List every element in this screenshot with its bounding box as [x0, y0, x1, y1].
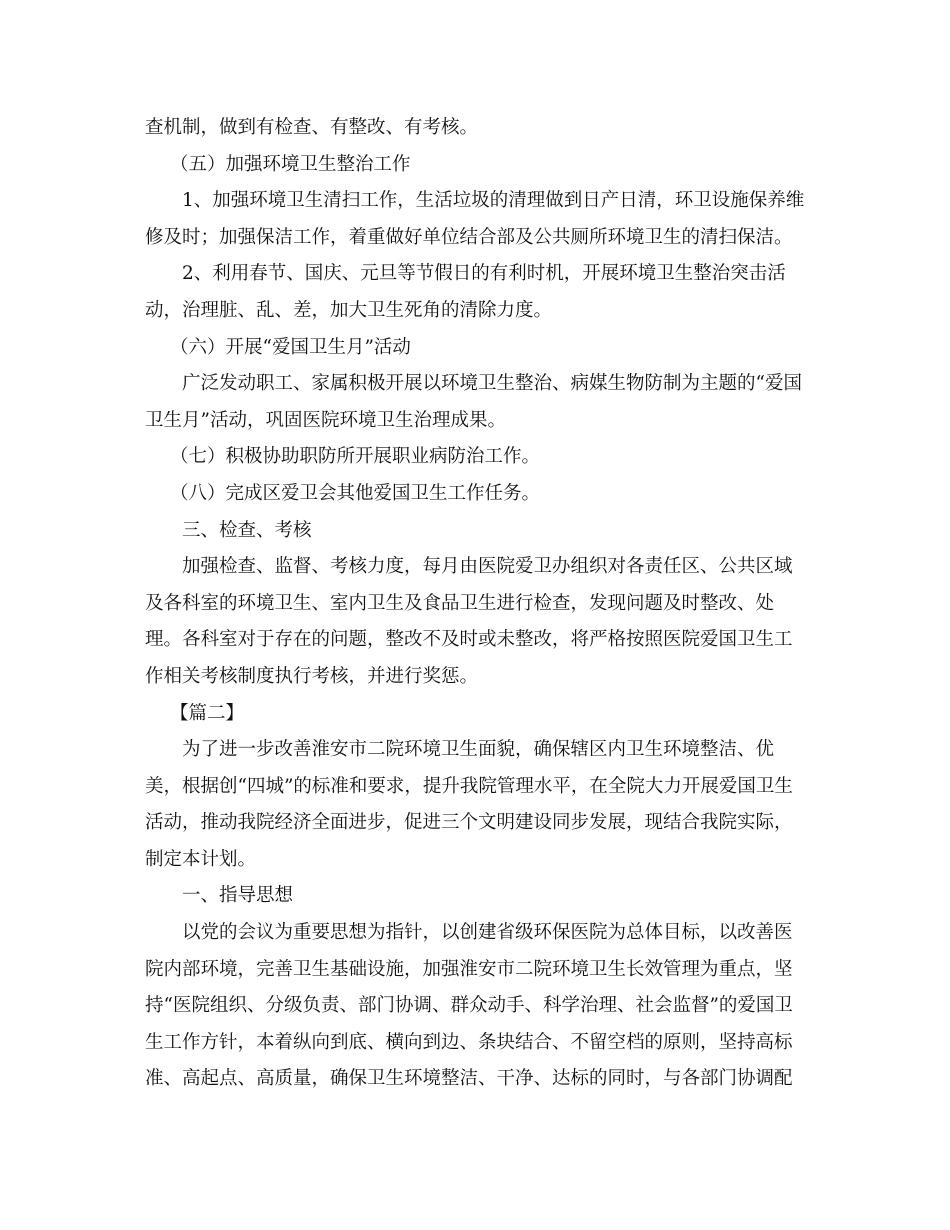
document-body — [145, 110, 815, 1098]
section-heading: 一、指导思想 — [182, 885, 294, 907]
part-heading: 【篇二】 — [170, 702, 245, 724]
text-line: 广泛发动职工、家属积极开展以环境卫生整治、病媒生物防制为主题的“爱国 — [182, 373, 802, 395]
text-line: 美，根据创“四城”的标准和要求，提升我院管理水平，在全院大力开展爱国卫生 — [145, 775, 793, 797]
section-heading: 三、检查、考核 — [182, 519, 312, 541]
text-line: 活动，推动我院经济全面进步，促进三个文明建设同步发展，现结合我院实际， — [145, 812, 793, 834]
text-line: 查机制，做到有检查、有整改、有考核。 — [145, 117, 479, 138]
text-line: 及各科室的环境卫生、室内卫生及食品卫生进行检查，发现问题及时整改、处 — [145, 592, 775, 614]
section-heading: （六）开展“爱国卫生月”活动 — [170, 336, 411, 358]
text-line: 以党的会议为重要思想为指针，以创建省级环保医院为总体目标，以改善医 — [182, 922, 793, 944]
text-line: 为了进一步改善淮安市二院环境卫生面貌，确保辖区内卫生环境整洁、优 — [182, 739, 775, 761]
section-heading: （五）加强环境卫生整治工作 — [170, 153, 411, 175]
text-line: 制定本计划。 — [145, 848, 257, 870]
text-line: 修及时；加强保洁工作，着重做好单位结合部及公共厕所环境卫生的清扫保洁。 — [145, 226, 793, 248]
text-line: 卫生月”活动，巩固医院环境卫生治理成果。 — [145, 409, 506, 431]
text-line: 准、高起点、高质量，确保卫生环境整洁、干净、达标的同时，与各部门协调配 — [145, 1068, 793, 1090]
text-line: 院内部环境，完善卫生基础设施，加强淮安市二院环境卫生长效管理为重点，坚 — [145, 958, 793, 980]
text-line: 作相关考核制度执行考核，并进行奖惩。 — [145, 665, 479, 687]
text-line: 生工作方针，本着纵向到底、横向到边、条块结合、不留空档的原则，坚持高标 — [145, 1031, 793, 1053]
text-line: 理。各科室对于存在的问题，整改不及时或未整改，将严格按照医院爱国卫生工 — [145, 629, 793, 651]
text-line: 2、利用春节、国庆、元旦等节假日的有利时机，开展环境卫生整治突击活 — [182, 263, 786, 285]
section-heading: （七）积极协助职防所开展职业病防治工作。 — [170, 446, 541, 468]
section-heading: （八）完成区爱卫会其他爱国卫生工作任务。 — [170, 482, 541, 504]
text-line: 加强检查、监督、考核力度，每月由医院爱卫办组织对各责任区、公共区域 — [182, 556, 793, 578]
text-line: 动，治理脏、乱、差，加大卫生死角的清除力度。 — [145, 299, 553, 321]
text-line: 持“医院组织、分级负责、部门协调、群众动手、科学治理、社会监督”的爱国卫 — [145, 995, 793, 1017]
text-line: 1、加强环境卫生清扫工作，生活垃圾的清理做到日产日清，环卫设施保养维 — [182, 190, 805, 212]
